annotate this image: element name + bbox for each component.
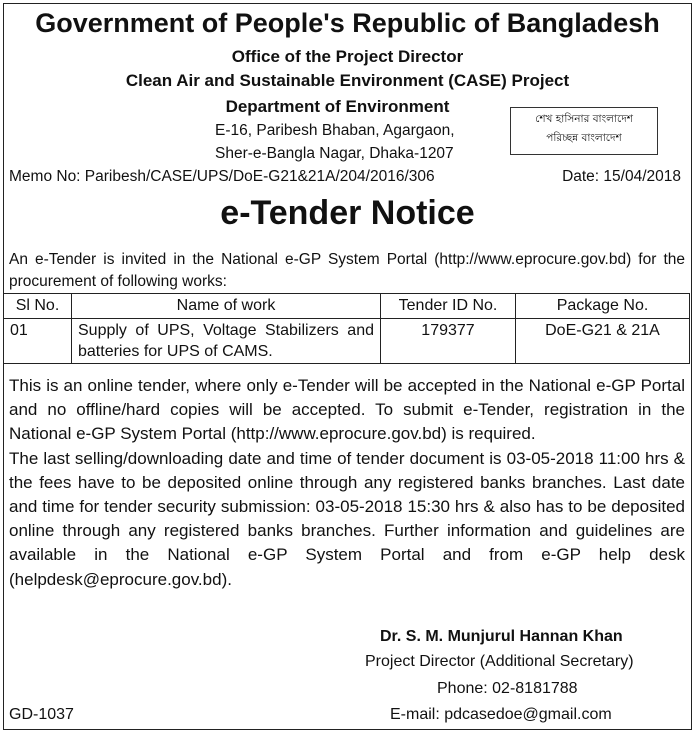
- government-title: Government of People's Republic of Bangladesh: [35, 8, 660, 38]
- signatory-name: Dr. S. M. Munjurul Hannan Khan: [380, 628, 623, 645]
- intro-text: An e-Tender is invited in the National e-GP System Portal (http://www.eprocure.gov.bd) for the procurement of following works:: [9, 251, 685, 290]
- cell-tender-id: 179377: [381, 319, 516, 364]
- cell-name-of-work: Supply of UPS, Voltage Stabilizers and batteries for UPS of CAMS.: [72, 319, 381, 364]
- cell-package-no: DoE-G21 & 21A: [516, 319, 690, 364]
- notice-date: Date: 15/04/2018: [562, 168, 681, 185]
- notice-body: [9, 374, 685, 592]
- address-line-1: E-16, Paribesh Bhaban, Agargaon,: [215, 122, 455, 139]
- slogan-line-2: পরিচ্ছন্ন বাংলাদেশ: [546, 132, 622, 144]
- table-header-row: [4, 294, 690, 319]
- gd-number: GD-1037: [9, 706, 74, 723]
- header-package-no: Package No.: [516, 294, 690, 319]
- header-tender-id: Tender ID No.: [381, 294, 516, 319]
- slogan-line-1: শেখ হাসিনার বাংলাদেশ: [535, 113, 633, 125]
- header-name-of-work: Name of work: [72, 294, 381, 319]
- address-line-2: Sher-e-Bangla Nagar, Dhaka-1207: [215, 145, 454, 162]
- signatory-designation: Project Director (Additional Secretary): [365, 653, 634, 670]
- department-title: Department of Environment: [225, 97, 450, 116]
- works-table: [3, 293, 690, 364]
- signatory-email: E-mail: pdcasedoe@gmail.com: [390, 706, 612, 723]
- project-title: Clean Air and Sustainable Environment (CASE) Project: [125, 71, 570, 90]
- notice-title: e-Tender Notice: [220, 194, 475, 232]
- header-sl-no: Sl No.: [4, 294, 72, 319]
- body-paragraph-1: This is an online tender, where only e-Tender will be accepted in the National e-GP Portal and no offline/hard copies will be accepted. To submit e-Tender, registration in the National e-GP System Portal (http://www.eprocure.gov.bd) is required.: [9, 376, 685, 444]
- body-paragraph-2: The last selling/downloading date and time of tender document is 03-05-2018 11:00 hrs & the fees have to be deposited online through any registered banks branches. Last date and time for tender security submission: 03-05-2018 15:30 hrs & also has to be deposited online through any registered banks branches. Further information and guidelines are available in the National e-GP System Portal and from e-GP help desk (helpdesk@eprocure.gov.bd).: [9, 448, 685, 589]
- table-row: [4, 319, 690, 364]
- slogan-box: [510, 107, 658, 155]
- cell-sl-no: 01: [4, 319, 72, 364]
- office-title: Office of the Project Director: [231, 47, 464, 66]
- memo-number: Memo No: Paribesh/CASE/UPS/DoE-G21&21A/204/2016/306: [9, 168, 435, 185]
- signatory-phone: Phone: 02-8181788: [437, 680, 578, 697]
